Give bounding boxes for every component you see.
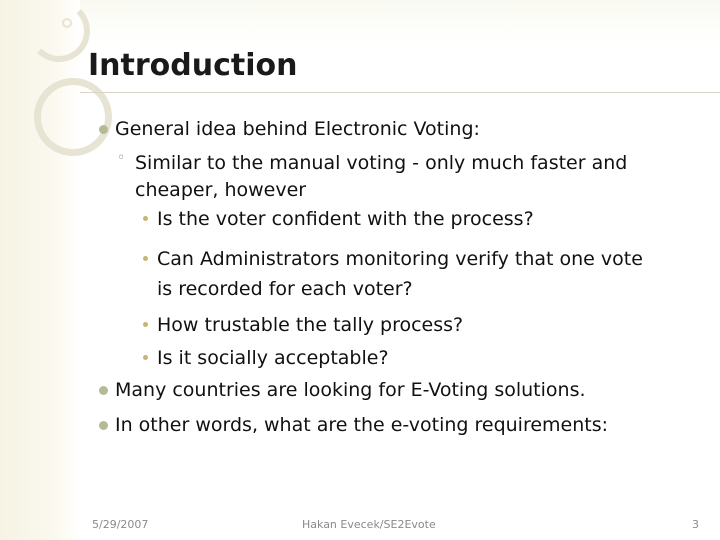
bullet-level-1 bbox=[99, 125, 108, 134]
bullet-level-3 bbox=[143, 355, 148, 360]
bullet-text: Similar to the manual voting - only much faster and bbox=[135, 152, 628, 174]
bullet-level-1 bbox=[99, 421, 108, 430]
bullet-text: In other words, what are the e-voting requirements: bbox=[115, 414, 609, 436]
bullet-text: cheaper, however bbox=[135, 179, 307, 201]
footer-page-number: 3 bbox=[692, 518, 699, 531]
bullet-text: How trustable the tally process? bbox=[157, 314, 464, 336]
bullet-text: Is it socially acceptable? bbox=[157, 347, 389, 369]
bullet-text: General idea behind Electronic Voting: bbox=[115, 118, 480, 140]
bullet-level-2-marker: ◦ bbox=[117, 150, 126, 166]
footer-date: 5/29/2007 bbox=[92, 518, 149, 531]
bullet-level-3 bbox=[143, 322, 148, 327]
bullet-level-3 bbox=[143, 216, 148, 221]
bullet-text: Can Administrators monitoring verify that one vote bbox=[157, 248, 643, 270]
bullet-text: Many countries are looking for E-Voting solutions. bbox=[115, 379, 586, 401]
bullet-text: is recorded for each voter? bbox=[157, 278, 413, 300]
slide-title: Introduction bbox=[88, 48, 298, 83]
bullet-level-3 bbox=[143, 256, 148, 261]
bullet-text: Is the voter confident with the process? bbox=[157, 208, 534, 230]
bullet-level-1 bbox=[99, 386, 108, 395]
footer-author: Hakan Evecek/SE2Evote bbox=[302, 518, 436, 531]
